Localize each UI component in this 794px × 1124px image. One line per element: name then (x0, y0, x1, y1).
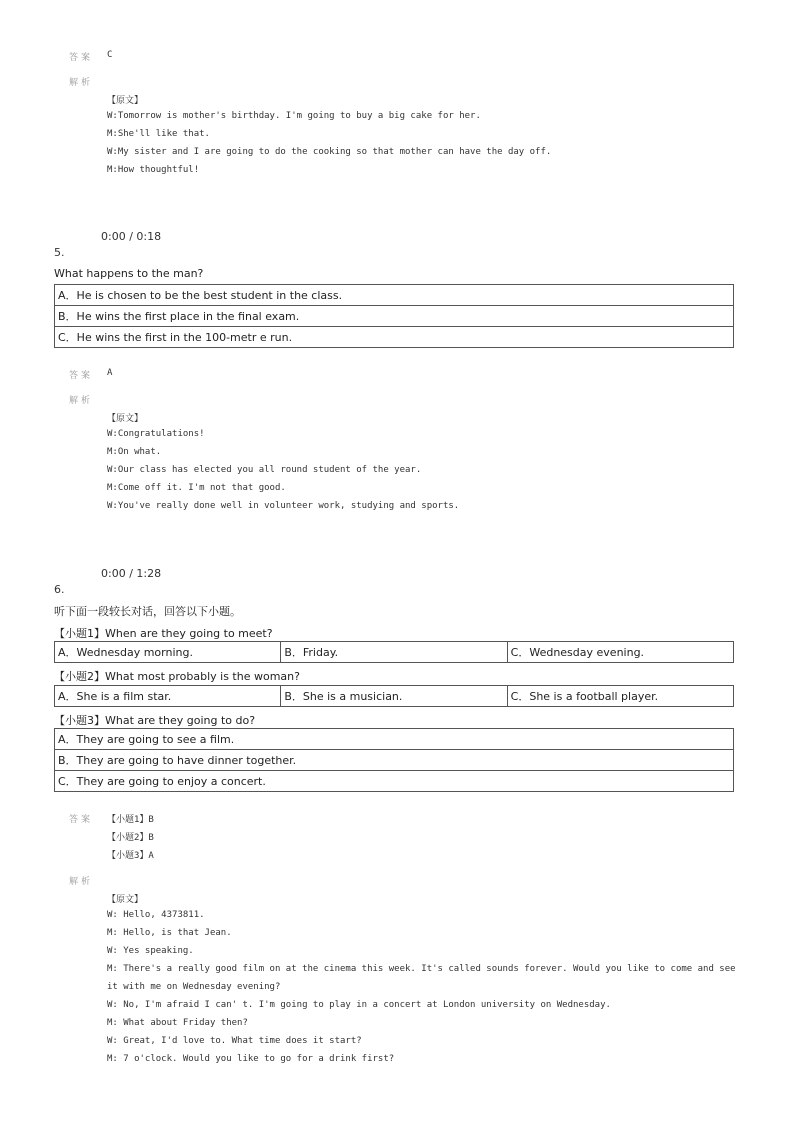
sub-answer: 【小题1】B (107, 815, 154, 825)
option-c[interactable]: C．She is a football player. (507, 686, 733, 707)
question-text: What happens to the man? (54, 267, 204, 280)
transcript-line: W:Congratulations! (107, 429, 205, 439)
transcript-line: W:Our class has elected you all round student of the year. (107, 465, 422, 475)
audio-timer[interactable]: 0:00 / 1:28 (101, 567, 162, 580)
transcript-line: M:She'll like that. (107, 129, 210, 139)
question-number: 6. (54, 583, 65, 596)
option-a[interactable]: A．He is chosen to be the best student in the class. (55, 285, 734, 306)
options-table (54, 641, 734, 663)
transcript-line: M: Hello, is that Jean. (107, 928, 232, 938)
analysis-label: 解析 (69, 396, 94, 406)
transcript-line: M:Come off it. I'm not that good. (107, 483, 286, 493)
sub-answer: 【小题3】A (107, 851, 154, 861)
option-a[interactable]: A．Wednesday morning. (55, 642, 281, 663)
original-text-label: 【原文】 (107, 414, 144, 424)
option-b[interactable]: B．Friday. (281, 642, 507, 663)
sub-question-text: 【小题1】When are they going to meet? (54, 627, 273, 640)
sub-question-text: 【小题2】What most probably is the woman? (54, 670, 300, 683)
option-a[interactable]: A．She is a film star. (55, 686, 281, 707)
original-text-label: 【原文】 (107, 895, 144, 905)
transcript-line: M:How thoughtful! (107, 165, 200, 175)
transcript-line: M: 7 o'clock. Would you like to go for a drink first? (107, 1054, 395, 1064)
transcript-line: W:Tomorrow is mother's birthday. I'm going to buy a big cake for her. (107, 111, 481, 121)
option-c[interactable]: C．Wednesday evening. (507, 642, 733, 663)
question-number: 5. (54, 246, 65, 259)
sub-question-text: 【小题3】What are they going to do? (54, 714, 256, 727)
options-table (54, 284, 734, 348)
transcript-line: M: There's a really good film on at the cinema this week. It's called sounds forever. Would you like to come and see (107, 964, 736, 974)
option-c[interactable]: C．They are going to enjoy a concert. (55, 771, 734, 792)
analysis-label: 解析 (69, 877, 94, 887)
transcript-line: W:My sister and I are going to do the cooking so that mother can have the day off. (107, 147, 552, 157)
original-text-label: 【原文】 (107, 96, 144, 106)
q5-answer-value: A (107, 368, 113, 378)
audio-timer[interactable]: 0:00 / 0:18 (101, 230, 162, 243)
transcript-line: W: Great, I'd love to. What time does it start? (107, 1036, 362, 1046)
options-table (54, 728, 734, 792)
option-b[interactable]: B．He wins the first place in the final exam. (55, 306, 734, 327)
transcript-line: W:You've really done well in volunteer work, studying and sports. (107, 501, 460, 511)
q4-answer-value: C (107, 50, 113, 60)
option-a[interactable]: A．They are going to see a film. (55, 729, 734, 750)
answer-label: 答案 (69, 815, 94, 825)
answer-label: 答案 (69, 371, 94, 381)
sub-answer: 【小题2】B (107, 833, 154, 843)
transcript-line: it with me on Wednesday evening? (107, 982, 281, 992)
transcript-line: W: Hello, 4373811. (107, 910, 205, 920)
option-b[interactable]: B．They are going to have dinner together. (55, 750, 734, 771)
transcript-line: W: Yes speaking. (107, 946, 194, 956)
analysis-label: 解析 (69, 78, 94, 88)
transcript-line: M:On what. (107, 447, 162, 457)
option-b[interactable]: B．She is a musician. (281, 686, 507, 707)
answer-label: 答案 (69, 53, 94, 63)
options-table (54, 685, 734, 707)
transcript-line: W: No, I'm afraid I can' t. I'm going to play in a concert at London university on Wednesday. (107, 1000, 611, 1010)
instruction-text: 听下面一段较长对话，回答以下小题。 (54, 605, 241, 618)
option-c[interactable]: C．He wins the first in the 100-metr e run. (55, 327, 734, 348)
transcript-line: M: What about Friday then? (107, 1018, 248, 1028)
